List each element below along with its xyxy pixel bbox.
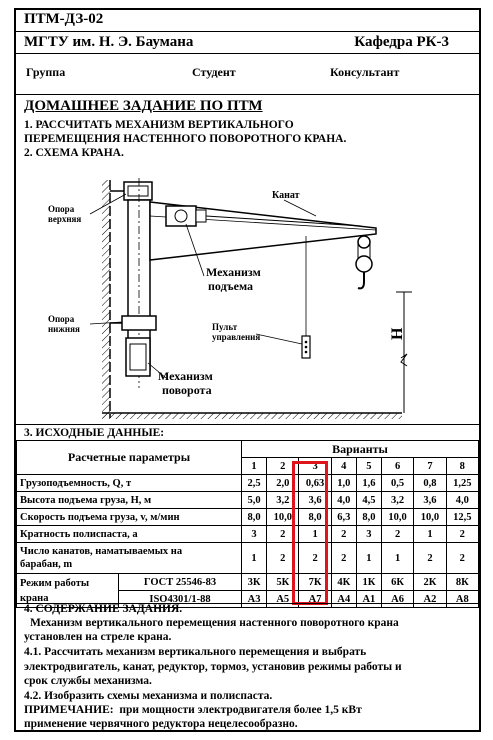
gost-cell: 6К — [381, 574, 413, 591]
param-value: 4,0 — [331, 492, 356, 509]
param-value: 4,0 — [446, 492, 478, 509]
param-value: 2,0 — [267, 475, 299, 492]
ropes-cell: 2 — [267, 543, 299, 574]
gost-cell: 5К — [267, 574, 299, 591]
wall-hatch — [102, 180, 110, 418]
param-value: 3,6 — [299, 492, 331, 509]
ropes-label-1: Число канатов, наматываемых на — [20, 546, 183, 557]
calc-params-header: Расчетные параметры — [17, 441, 242, 475]
param-value: 0,63 — [299, 475, 331, 492]
divider — [16, 424, 479, 425]
ropes-cell: 1 — [381, 543, 413, 574]
section-3-heading: 3. ИСХОДНЫЕ ДАННЫЕ: — [24, 427, 165, 439]
ropes-cell: 2 — [331, 543, 356, 574]
mode-label-1: Режим работы — [20, 577, 90, 589]
gost-cell: 1К — [356, 574, 381, 591]
task-sheet — [14, 8, 481, 732]
param-value: 1 — [414, 526, 446, 543]
variant-number: 6 — [381, 458, 413, 475]
variant-number: 2 — [267, 458, 299, 475]
document-code: ПТМ-ДЗ-02 — [24, 11, 104, 27]
hook-icon — [358, 272, 364, 288]
variant-number: 5 — [356, 458, 381, 475]
ground-hatch — [102, 413, 402, 419]
variant-number: 4 — [331, 458, 356, 475]
label-pendant-1: Пульт — [212, 322, 238, 332]
boom-sheave — [358, 236, 370, 248]
variant-3-highlight — [292, 461, 328, 605]
variants-header: Варианты — [242, 441, 479, 458]
ropes-cell: 2 — [446, 543, 478, 574]
param-value: 12,5 — [446, 509, 478, 526]
crane-diagram — [16, 158, 479, 426]
param-value: 2 — [446, 526, 478, 543]
param-value: 8,0 — [242, 509, 267, 526]
section-4-p1-line-1: Механизм вертикального перемещения настенного поворотного крана — [30, 617, 399, 629]
variant-number: 8 — [446, 458, 478, 475]
gost-cell: 7К — [299, 574, 331, 591]
divider — [16, 94, 479, 95]
param-value: 4,5 — [356, 492, 381, 509]
param-value: 0,8 — [414, 475, 446, 492]
param-value: 2,5 — [242, 475, 267, 492]
task-item-2: 2. СХЕМА КРАНА. — [24, 147, 124, 159]
table-row — [17, 543, 479, 574]
label-rotation-mechanism-1: Механизм — [158, 369, 213, 383]
note-line-2: применение червячного редуктора нецелесообразно. — [24, 718, 298, 730]
param-value: 10,0 — [267, 509, 299, 526]
note — [24, 703, 362, 718]
ropes-cell: 1 — [356, 543, 381, 574]
param-value: 3,2 — [381, 492, 413, 509]
task-item-1-line-1: 1. РАССЧИТАТЬ МЕХАНИЗМ ВЕРТИКАЛЬНОГО — [24, 119, 294, 131]
consultant-label: Консультант — [330, 65, 400, 79]
mode-label-2: крана — [20, 592, 49, 604]
param-value: 1,25 — [446, 475, 478, 492]
label-lift-mechanism-1: Механизм — [206, 265, 261, 279]
page-title: ДОМАШНЕЕ ЗАДАНИЕ ПО ПТМ — [24, 98, 263, 114]
gost-cell: 8К — [446, 574, 478, 591]
label-upper-support-1: Опора — [48, 204, 75, 214]
param-value: 5,0 — [242, 492, 267, 509]
divider — [16, 31, 479, 32]
iso-cell: А4 — [331, 591, 356, 608]
task-item-1-line-2: ПЕРЕМЕЩЕНИЯ НАСТЕННОГО ПОВОРОТНОГО КРАНА. — [24, 133, 347, 145]
section-4-p3: 4.2. Изобразить схемы механизма и полиспаста. — [24, 690, 273, 702]
label-lower-support-1: Опора — [48, 314, 75, 324]
iso-cell: А6 — [381, 591, 413, 608]
table-row — [17, 526, 479, 543]
university-name: МГТУ им. Н. Э. Баумана — [24, 34, 194, 50]
label-upper-support-2: верхняя — [48, 214, 82, 224]
param-value: 3 — [356, 526, 381, 543]
table-row — [17, 492, 479, 509]
gost-cell: 2К — [414, 574, 446, 591]
param-value: 2 — [331, 526, 356, 543]
ropes-cell: 2 — [299, 543, 331, 574]
hook-block — [356, 256, 372, 272]
ropes-cell: 1 — [242, 543, 267, 574]
param-label: Кратность полиспаста, a — [17, 526, 242, 543]
lower-support — [122, 316, 156, 330]
table-row — [17, 574, 479, 591]
param-value: 1,0 — [331, 475, 356, 492]
param-value: 0,5 — [381, 475, 413, 492]
label-pendant-2: управления — [212, 332, 261, 342]
section-4-heading: 4. СОДЕРЖАНИЕ ЗАДАНИЯ. — [24, 603, 183, 615]
section-4-p2-line-2: электродвигатель, канат, редуктор, тормоз, установив режимы работы и — [24, 661, 402, 673]
gost-cell: 4К — [331, 574, 356, 591]
table-row — [17, 475, 479, 492]
iso-cell: А3 — [242, 591, 267, 608]
variant-number: 3 — [299, 458, 331, 475]
param-value: 2 — [267, 526, 299, 543]
iso-4301-label: ISO4301/1-88 — [119, 591, 242, 608]
param-value: 8,0 — [356, 509, 381, 526]
variant-number: 7 — [414, 458, 446, 475]
param-value: 2 — [381, 526, 413, 543]
label-cable: Канат — [272, 190, 300, 201]
iso-cell: А8 — [446, 591, 478, 608]
param-value: 10,0 — [414, 509, 446, 526]
divider — [16, 53, 479, 54]
param-value: 3 — [242, 526, 267, 543]
param-value: 6,3 — [331, 509, 356, 526]
param-value: 1 — [299, 526, 331, 543]
param-value: 1,6 — [356, 475, 381, 492]
iso-cell: А1 — [356, 591, 381, 608]
param-label: Высота подъема груза, Н, м — [17, 492, 242, 509]
gost-cell: 3К — [242, 574, 267, 591]
label-rotation-mechanism-2: поворота — [162, 383, 212, 397]
variant-number: 1 — [242, 458, 267, 475]
iso-cell: А2 — [414, 591, 446, 608]
param-value: 3,6 — [414, 492, 446, 509]
iso-cell: А5 — [267, 591, 299, 608]
section-4-p1-line-2: установлен на стреле крана. — [24, 631, 172, 643]
param-value: 3,2 — [267, 492, 299, 509]
note-label: ПРИМЕЧАНИЕ: — [24, 704, 114, 716]
table-row — [17, 509, 479, 526]
section-4-p2-line-3: срок службы механизма. — [24, 675, 152, 687]
gost-25546-label: ГОСТ 25546-83 — [119, 574, 242, 591]
label-height: Н — [389, 327, 406, 340]
params-table — [16, 440, 479, 608]
param-label: Грузоподъемность, Q, т — [17, 475, 242, 492]
label-lower-support-2: нижняя — [48, 324, 80, 334]
section-4-p2-line-1: 4.1. Рассчитать механизм вертикального перемещения и выбрать — [24, 646, 367, 658]
param-value: 10,0 — [381, 509, 413, 526]
student-label: Студент — [192, 65, 236, 79]
iso-cell: А7 — [299, 591, 331, 608]
note-line-1: при мощности электродвигателя более 1,5 кВт — [113, 704, 362, 716]
param-label: Скорость подъема груза, v, м/мин — [17, 509, 242, 526]
ropes-cell: 2 — [414, 543, 446, 574]
param-value: 8,0 — [299, 509, 331, 526]
label-lift-mechanism-2: подъема — [208, 279, 254, 293]
department-name: Кафедра РК-3 — [354, 34, 449, 50]
ropes-label-2: барабан, m — [20, 559, 73, 570]
group-label: Группа — [26, 65, 66, 79]
